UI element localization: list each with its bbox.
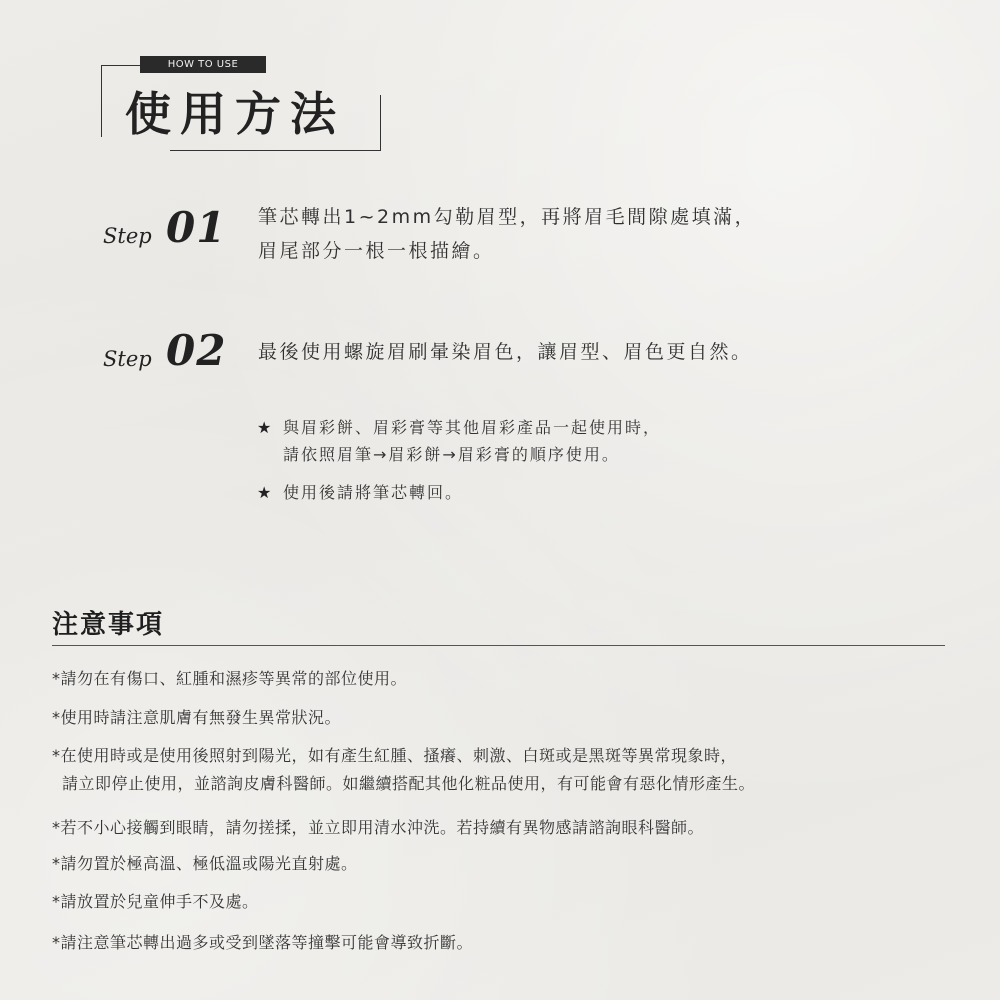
step-01-line-2: 眉尾部分一根一根描繪。 [258, 240, 495, 262]
step-02-line-1: 最後使用螺旋眉刷暈染眉色，讓眉型、眉色更自然。 [258, 341, 753, 363]
caution-item: *請放置於兒童伸手不及處。 [52, 892, 259, 911]
caution-item: *請勿在有傷口、紅腫和濕疹等異常的部位使用。 [52, 669, 408, 688]
note-1-line-1: ★ 與眉彩餅、眉彩膏等其他眉彩產品一起使用時， [257, 416, 661, 440]
caution-item: *在使用時或是使用後照射到陽光，如有產生紅腫、搔癢、刺激、白斑或是黑斑等異常現象時， [52, 746, 738, 765]
caution-item: *使用時請注意肌膚有無發生異常狀況。 [52, 708, 342, 727]
how-to-use-badge: HOW TO USE [140, 56, 266, 73]
note-1-line-2: 請依照眉筆→眉彩餅→眉彩膏的順序使用。 [283, 445, 620, 464]
caution-divider [52, 645, 945, 646]
caution-title: 注意事項 [52, 610, 165, 640]
header-frame-left [101, 65, 102, 137]
step-02-word: Step [103, 347, 152, 371]
page-title: 使用方法 [125, 87, 345, 141]
step-01-line-1: 筆芯轉出1~2mm勾勒眉型，再將眉毛間隙處填滿， [258, 206, 757, 228]
header-frame-bottom [170, 150, 381, 151]
note-2: ★ 使用後請將筆芯轉回。 [257, 481, 463, 505]
step-01-number: 01 [166, 203, 227, 252]
caution-item: *請勿置於極高溫、極低溫或陽光直射處。 [52, 854, 358, 873]
caution-item-continued: 請立即停止使用，並諮詢皮膚科醫師。如繼續搭配其他化粧品使用，有可能會有惡化情形產生。 [62, 774, 756, 793]
star-icon: ★ [257, 418, 274, 437]
caution-item: *請注意筆芯轉出過多或受到墜落等撞擊可能會導致折斷。 [52, 933, 474, 952]
step-01-word: Step [103, 224, 152, 248]
step-02-number: 02 [166, 326, 227, 375]
caution-item: *若不小心接觸到眼睛，請勿搓揉，並立即用清水沖洗。若持續有異物感請諮詢眼科醫師。 [52, 818, 705, 837]
header-frame-right [380, 95, 381, 150]
star-icon: ★ [257, 483, 274, 502]
